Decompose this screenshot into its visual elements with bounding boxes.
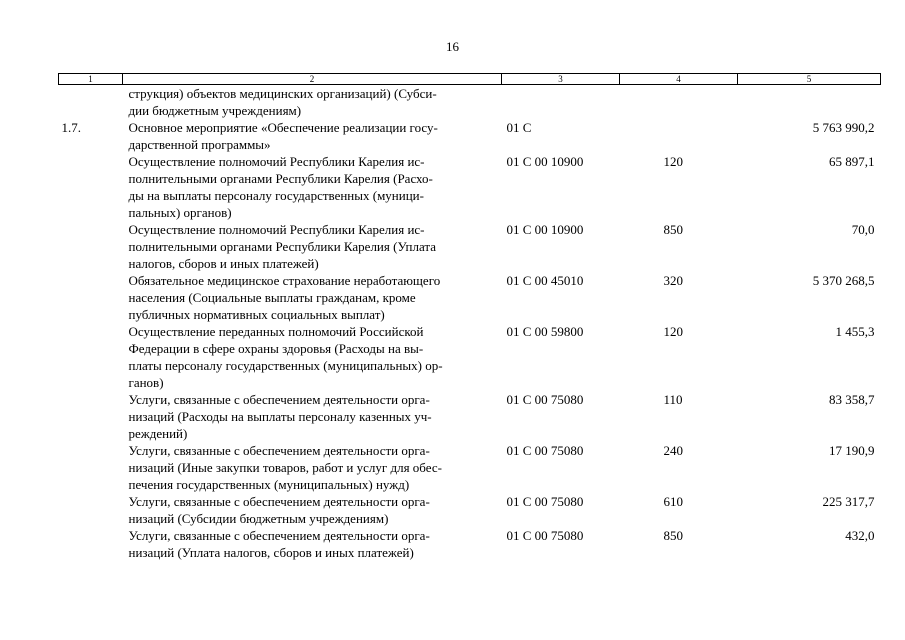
header-col-4: 4 [620, 74, 738, 85]
row-name: Услуги, связанные с обеспечением деятельности орга- низаций (Расходы на выплаты персоналу казенных уч- реждений) [128, 392, 432, 441]
row-code: 01 С 00 45010 [506, 273, 584, 288]
row-number [59, 85, 123, 120]
header-row [59, 74, 881, 85]
row-name: Основное мероприятие «Обеспечение реализации госу- дарственной программы» [128, 120, 438, 152]
row-expense-type: 110 [663, 392, 683, 407]
row-sum: 65 897,1 [829, 154, 875, 169]
row-sum: 432,0 [845, 528, 875, 543]
row-sum: 5 763 990,2 [812, 120, 875, 135]
row-expense-type: 120 [663, 324, 683, 339]
table-row [59, 493, 881, 527]
row-expense-type: 610 [663, 494, 683, 509]
table-row [59, 442, 881, 493]
row-expense-type [620, 119, 738, 153]
row-sum: 17 190,9 [829, 443, 875, 458]
table-header [59, 74, 881, 85]
table-row [59, 119, 881, 153]
table-row [59, 221, 881, 272]
row-name: Услуги, связанные с обеспечением деятельности орга- низаций (Субсидии бюджетным учреждениям) [128, 494, 430, 526]
row-expense-type: 240 [663, 443, 683, 458]
row-sum: 70,0 [851, 222, 875, 237]
row-sum [738, 85, 881, 120]
row-name: струкция) объектов медицинских организаций) (Субси- дии бюджетным учреждениям) [128, 86, 437, 118]
row-name: Осуществление полномочий Республики Карелия ис- полнительными органами Республики Карелия (Расхо- ды на выплаты персоналу государственных (муници- пальных) органов) [128, 154, 433, 220]
table-row [59, 323, 881, 391]
row-code: 01 С 00 75080 [506, 443, 584, 458]
row-expense-type [620, 85, 738, 120]
row-name: Обязательное медицинское страхование неработающего населения (Социальные выплаты гражданам, кроме публичных нормативных социальных выплат) [128, 273, 441, 322]
row-expense-type: 850 [663, 222, 683, 237]
row-code: 01 С 00 75080 [506, 494, 584, 509]
page-number: 16 [446, 39, 459, 54]
row-code: 01 С 00 75080 [506, 392, 584, 407]
row-number [59, 323, 123, 391]
row-expense-type: 320 [663, 273, 683, 288]
row-code: 01 С 00 75080 [506, 528, 584, 543]
row-number [59, 527, 123, 561]
row-code [502, 85, 620, 120]
row-expense-type: 850 [663, 528, 683, 543]
row-name: Осуществление полномочий Республики Карелия ис- полнительными органами Республики Карелия (Уплата налогов, сборов и иных платежей) [128, 222, 436, 271]
table-row [59, 85, 881, 120]
row-sum: 1 455,3 [835, 324, 875, 339]
row-number [59, 391, 123, 442]
row-number [59, 153, 123, 221]
row-name: Осуществление переданных полномочий Российской Федерации в сфере охраны здоровья (Расходы на вы- платы персоналу государственных (муниципальных) ор- ганов) [128, 324, 443, 390]
header-col-3: 3 [502, 74, 620, 85]
row-sum: 225 317,7 [822, 494, 875, 509]
row-code: 01 С 00 10900 [506, 154, 584, 169]
row-expense-type: 120 [663, 154, 683, 169]
table-row [59, 153, 881, 221]
row-number [59, 221, 123, 272]
row-number [59, 272, 123, 323]
row-sum: 83 358,7 [829, 392, 875, 407]
row-name: Услуги, связанные с обеспечением деятельности орга- низаций (Уплата налогов, сборов и иных платежей) [128, 528, 430, 560]
header-col-2: 2 [123, 74, 502, 85]
row-code: 01 С [506, 120, 532, 135]
row-name: Услуги, связанные с обеспечением деятельности орга- низаций (Иные закупки товаров, работ и услуг для обес- печения государственных (муниципальных) нужд) [128, 443, 442, 492]
header-col-5: 5 [738, 74, 881, 85]
header-col-1: 1 [59, 74, 123, 85]
table-row [59, 527, 881, 561]
row-code: 01 С 00 59800 [506, 324, 584, 339]
row-number: 1.7. [61, 120, 81, 135]
table-body [59, 85, 881, 562]
row-number [59, 442, 123, 493]
row-number [59, 493, 123, 527]
row-code: 01 С 00 10900 [506, 222, 584, 237]
table-row [59, 272, 881, 323]
table-row [59, 391, 881, 442]
row-sum: 5 370 268,5 [812, 273, 875, 288]
budget-table [58, 73, 881, 561]
